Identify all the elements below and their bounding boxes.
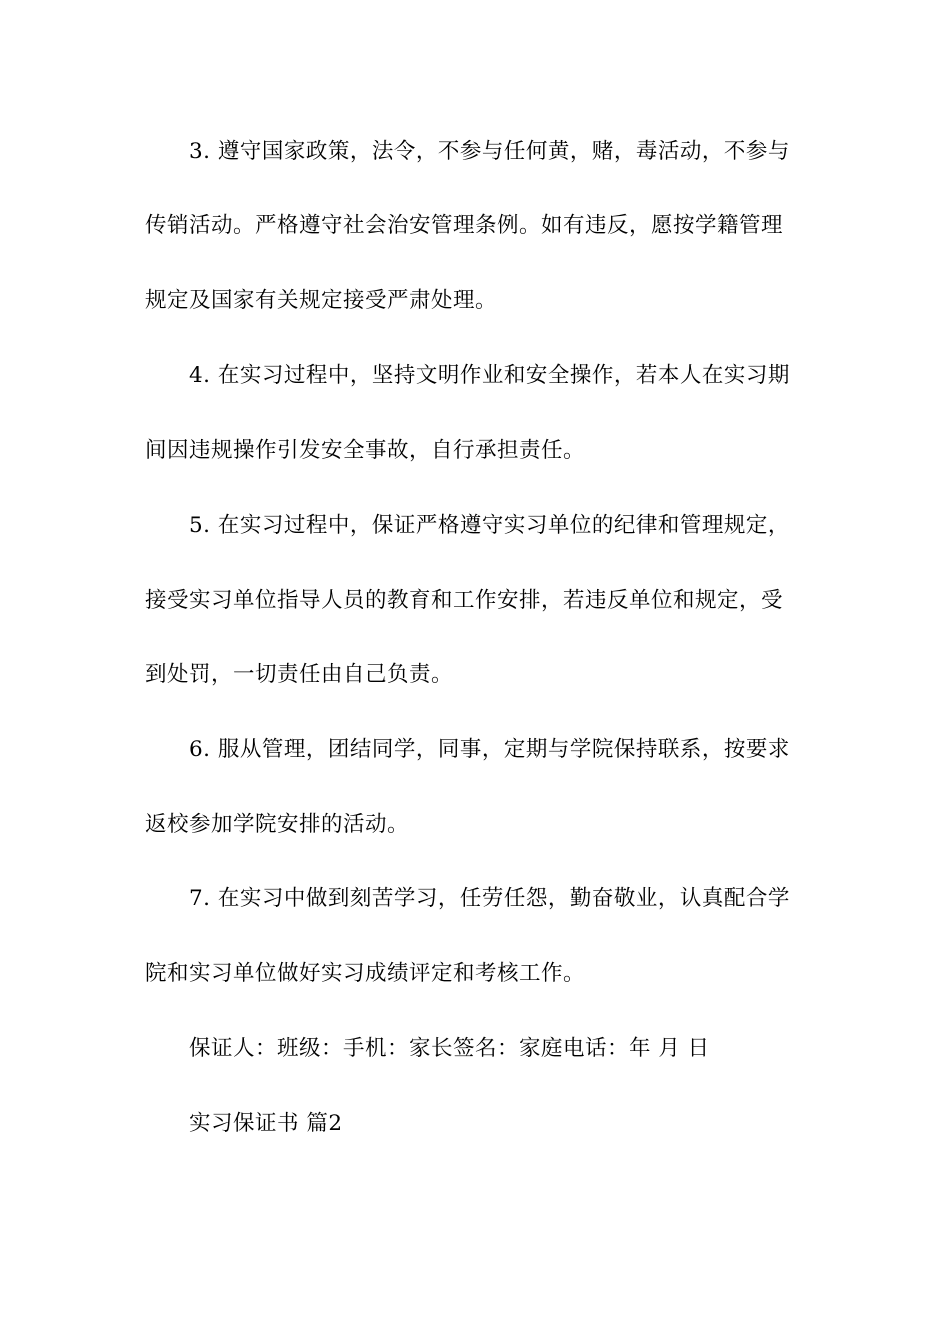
signature-line: 保证人：班级：手机：家长签名：家庭电话：年 月 日 [189,1036,710,1061]
clause-3-line-3: 规定及国家有关规定接受严肃处理。 [145,288,498,313]
clause-3-line-2: 传销活动。严格遵守社会治安管理条例。如有违反，愿按学籍管理 [145,213,784,238]
section-heading: 实习保证书 篇2 [189,1111,343,1136]
clause-4-line-2: 间因违规操作引发安全事故，自行承担责任。 [145,438,586,463]
clause-5-line-3: 到处罚，一切责任由自己负责。 [145,662,454,687]
clause-7-line-1: 7. 在实习中做到刻苦学习，任劳任怨，勤奋敬业，认真配合学 [189,886,790,911]
clause-5-line-2: 接受实习单位指导人员的教育和工作安排，若违反单位和规定，受 [145,588,784,613]
clause-4-line-1: 4. 在实习过程中，坚持文明作业和安全操作，若本人在实习期 [189,363,790,388]
clause-7-line-2: 院和实习单位做好实习成绩评定和考核工作。 [145,961,586,986]
clause-6-line-2: 返校参加学院安排的活动。 [145,812,410,837]
clause-3-line-1: 3. 遵守国家政策，法令，不参与任何黄，赌，毒活动，不参与 [189,139,790,164]
clause-5-line-1: 5. 在实习过程中，保证严格遵守实习单位的纪律和管理规定， [189,513,790,538]
clause-6-line-1: 6. 服从管理，团结同学，同事，定期与学院保持联系，按要求 [189,737,790,762]
